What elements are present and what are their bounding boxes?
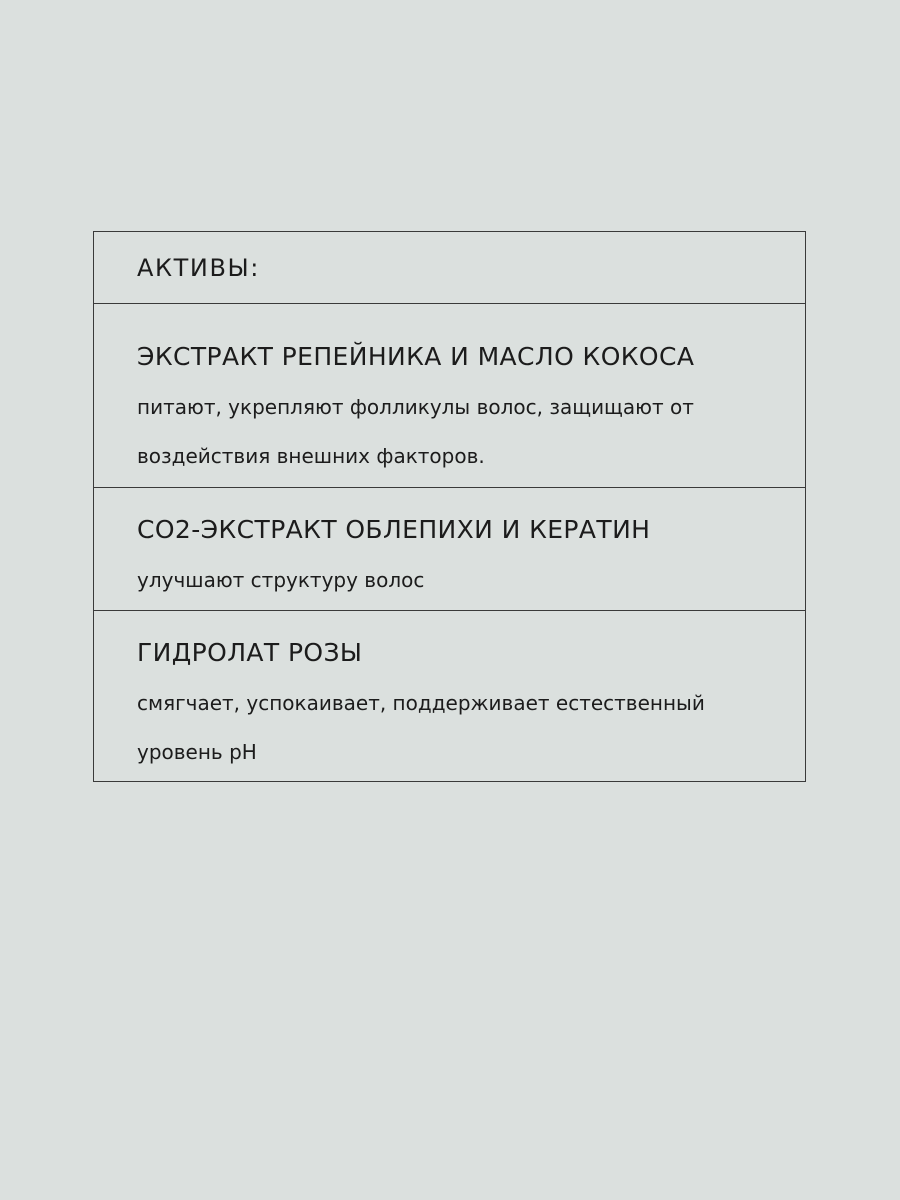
description-line: смягчает, успокаивает, поддерживает естественный [137,691,705,715]
description-line: уровень pH [137,740,257,764]
active-description [137,679,785,777]
description-line: питают, укрепляют фолликулы волос, защищают от [137,395,694,419]
active-description [137,383,785,481]
actives-header-row [94,232,805,303]
description-line: улучшают структуру волос [137,568,425,592]
active-heading: ЭКСТРАКТ РЕПЕЙНИКА И МАСЛО КОКОСА [137,342,695,371]
active-section-burdock-coconut [94,303,805,487]
active-heading: ГИДРОЛАТ РОЗЫ [137,638,363,667]
active-heading: CO2-ЭКСТРАКТ ОБЛЕПИХИ И КЕРАТИН [137,515,651,544]
active-section-sea-buckthorn-keratin [94,487,805,610]
active-section-rose-hydrolate [94,610,805,781]
description-line: воздействия внешних факторов. [137,444,485,468]
actives-table [93,231,806,782]
actives-title: АКТИВЫ: [137,253,260,282]
active-description [137,556,785,605]
